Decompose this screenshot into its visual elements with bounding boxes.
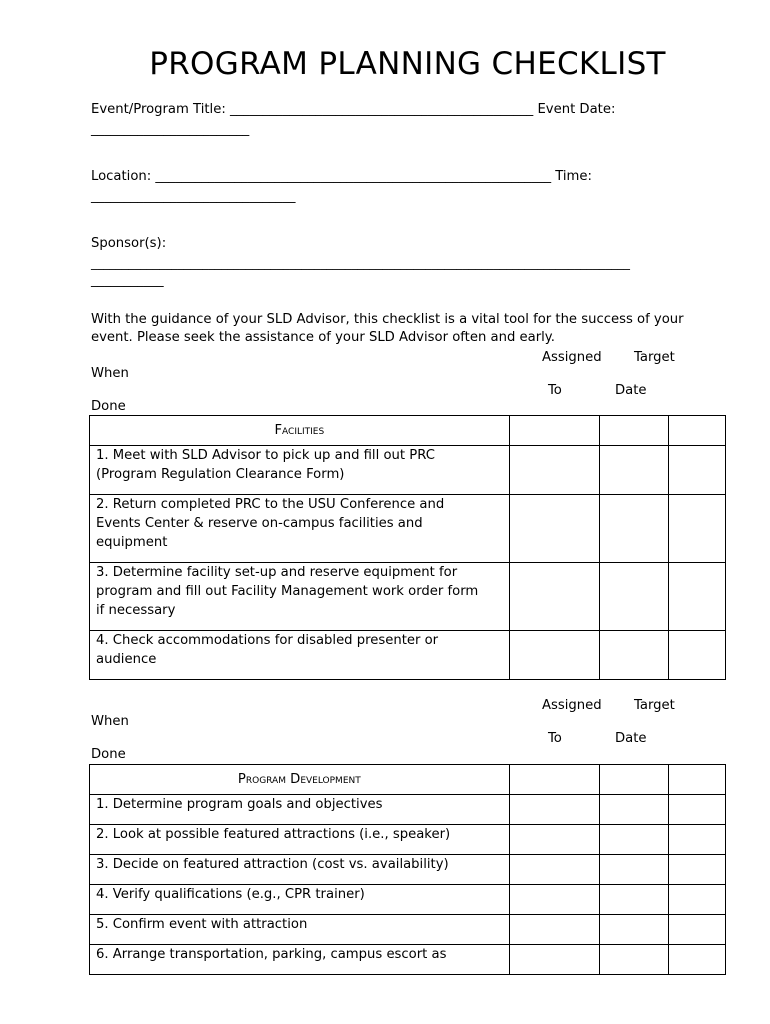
target-date-cell[interactable]: [599, 945, 668, 975]
when-done-cell[interactable]: [668, 825, 725, 855]
done-header: Done: [91, 747, 126, 762]
intro-text-line2: event. Please seek the assistance of your SLD Advisor often and early.: [91, 330, 555, 345]
when-done-cell[interactable]: [668, 855, 725, 885]
sponsor-field[interactable]: _______________________________________________________________________________________: [91, 255, 630, 270]
table-row: [90, 631, 726, 680]
target-date-cell[interactable]: [599, 795, 668, 825]
checklist-item: 3. Determine facility set-up and reserve equipment for program and fill out Facility Management work order form if necessary: [90, 563, 510, 631]
checklist-item: 2. Return completed PRC to the USU Conference and Events Center & reserve on-campus facilities and equipment: [90, 495, 510, 563]
table-row: [90, 825, 726, 855]
assigned-to-cell[interactable]: [509, 885, 599, 915]
table-row: [90, 915, 726, 945]
when-done-cell[interactable]: [668, 446, 725, 495]
assigned-to-cell[interactable]: [509, 945, 599, 975]
target-date-cell[interactable]: [599, 495, 668, 563]
checklist-item: 2. Look at possible featured attractions (i.e., speaker): [90, 825, 510, 855]
done-header: Done: [91, 399, 126, 414]
assigned-header: Assigned: [542, 698, 602, 713]
assigned-to-cell[interactable]: [509, 915, 599, 945]
target-date-cell[interactable]: [599, 416, 668, 446]
when-done-cell[interactable]: [668, 945, 725, 975]
assigned-to-cell[interactable]: [509, 631, 599, 680]
when-header: When: [91, 714, 129, 729]
assigned-to-cell[interactable]: [509, 563, 599, 631]
when-done-cell[interactable]: [668, 885, 725, 915]
intro-text-line1: With the guidance of your SLD Advisor, this checklist is a vital tool for the success of your: [91, 312, 684, 327]
checklist-item: 1. Determine program goals and objectives: [90, 795, 510, 825]
event-date-field[interactable]: ________________________: [91, 122, 250, 137]
when-done-cell[interactable]: [668, 631, 725, 680]
table-row: [90, 885, 726, 915]
table-row: [90, 855, 726, 885]
table-row: [90, 563, 726, 631]
checklist-item: 5. Confirm event with attraction: [90, 915, 510, 945]
section-heading-program-development: Program Development: [90, 765, 510, 795]
to-header: To: [548, 383, 562, 398]
table-row: [90, 446, 726, 495]
target-date-cell[interactable]: [599, 631, 668, 680]
date-header: Date: [615, 383, 647, 398]
table-row: [90, 795, 726, 825]
checklist-item: 4. Check accommodations for disabled presenter or audience: [90, 631, 510, 680]
checklist-item: 6. Arrange transportation, parking, campus escort as: [90, 945, 510, 975]
target-date-cell[interactable]: [599, 765, 668, 795]
target-date-cell[interactable]: [599, 885, 668, 915]
target-header: Target: [634, 698, 675, 713]
facilities-checklist-table: [89, 415, 726, 680]
program-development-checklist-table: [89, 764, 726, 975]
target-date-cell[interactable]: [599, 563, 668, 631]
checklist-item: 4. Verify qualifications (e.g., CPR trainer): [90, 885, 510, 915]
checklist-item: 1. Meet with SLD Advisor to pick up and fill out PRC (Program Regulation Clearance Form): [90, 446, 510, 495]
assigned-header: Assigned: [542, 350, 602, 365]
when-done-cell[interactable]: [668, 795, 725, 825]
to-header: To: [548, 731, 562, 746]
section-heading-facilities: Facilities: [90, 416, 510, 446]
assigned-to-cell[interactable]: [509, 416, 599, 446]
assigned-to-cell[interactable]: [509, 825, 599, 855]
assigned-to-cell[interactable]: [509, 446, 599, 495]
target-date-cell[interactable]: [599, 825, 668, 855]
assigned-to-cell[interactable]: [509, 765, 599, 795]
when-header: When: [91, 366, 129, 381]
when-done-cell[interactable]: [668, 915, 725, 945]
page-title: PROGRAM PLANNING CHECKLIST: [149, 46, 666, 82]
time-field[interactable]: _______________________________: [91, 189, 296, 204]
when-done-cell[interactable]: [668, 495, 725, 563]
target-date-cell[interactable]: [599, 446, 668, 495]
assigned-to-cell[interactable]: [509, 855, 599, 885]
location-field[interactable]: Location: ____________________________________________________________ Time:: [91, 169, 592, 184]
table-row: [90, 945, 726, 975]
checklist-item: 3. Decide on featured attraction (cost vs. availability): [90, 855, 510, 885]
table-row: [90, 495, 726, 563]
date-header: Date: [615, 731, 647, 746]
sponsor-field-continued[interactable]: ___________: [91, 273, 164, 288]
target-header: Target: [634, 350, 675, 365]
when-done-cell[interactable]: [668, 563, 725, 631]
assigned-to-cell[interactable]: [509, 495, 599, 563]
when-done-cell[interactable]: [668, 416, 725, 446]
target-date-cell[interactable]: [599, 855, 668, 885]
when-done-cell[interactable]: [668, 765, 725, 795]
sponsor-label: Sponsor(s):: [91, 236, 167, 251]
target-date-cell[interactable]: [599, 915, 668, 945]
assigned-to-cell[interactable]: [509, 795, 599, 825]
event-title-field[interactable]: Event/Program Title: ______________________________________________ Event Date:: [91, 102, 616, 117]
